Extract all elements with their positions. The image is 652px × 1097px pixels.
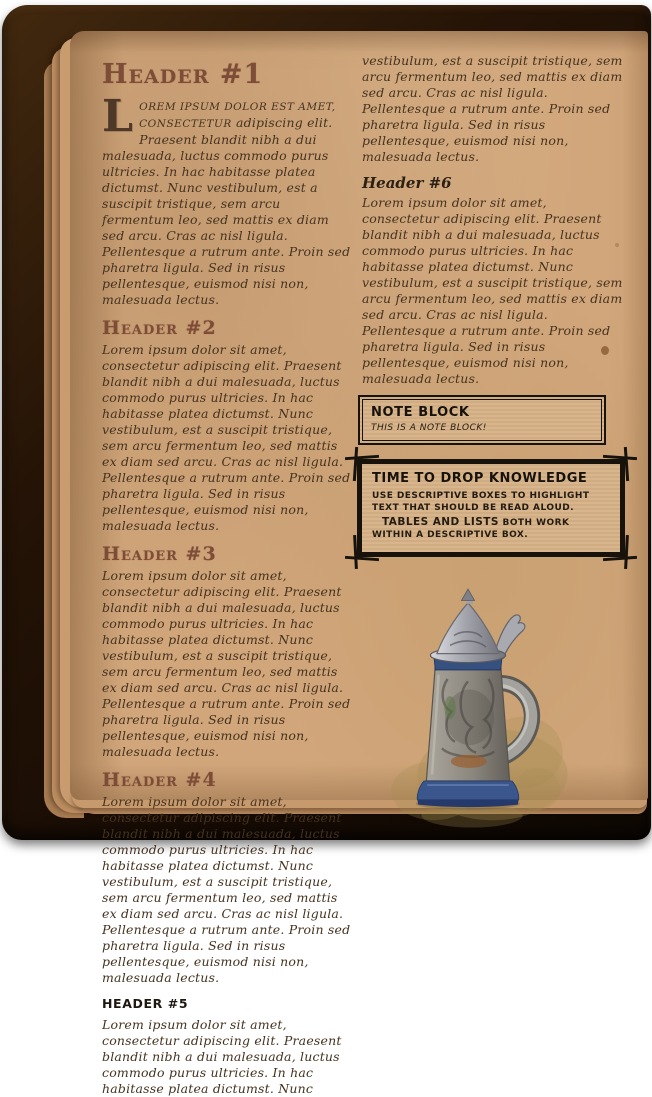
paragraph-4: Lorem ipsum dolor sit amet, consectetur adipiscing elit. Praesent blandit nibh a dui malesuada, luctus commodo purus ultricies. In hac habitasse platea dictumst. Nunc vestibulum, est a suscipit tristique, sem arcu fermentum leo, sed mattis ex diam sed arcu. Cras ac nisl ligula. Pellentesque a rutrum ante. Proin sed pharetra ligula. Sed in risus pellentesque, euismod nisi non, malesuada lectus. [102,794,351,985]
descriptive-box-line1: USE DESCRIPTIVE BOXES TO HIGHLIGHT TEXT THAT SHOULD BE READ ALOUD. [372,491,590,513]
bold-phrase: TABLES AND LISTS [382,516,499,528]
header-1: Header #1 [102,59,264,90]
beer-stein-svg [370,585,566,830]
parchment-page [70,31,648,1096]
paragraph-6: Lorem ipsum dolor sit amet, consectetur adipiscing elit. Praesent blandit nibh a dui malesuada, luctus commodo purus ultricies. In hac habitasse platea dictumst. Nunc vestibulum, est a suscipit tristique, sem arcu fermentum leo, sed mattis ex diam sed arcu. Cras ac nisl ligula. Pellentesque a rutrum ante. Proin sed pharetra ligula. Sed in risus pellentesque, euismod nisi non, malesuada lectus. [362,195,623,386]
brush-stroke-corner [624,535,629,569]
paragraph-2: Lorem ipsum dolor sit amet, consectetur adipiscing elit. Praesent blandit nibh a dui malesuada, luctus commodo purus ultricies. In hac habitasse platea dictumst. Nunc vestibulum, est a suscipit tristique, sem arcu fermentum leo, sed mattis ex diam sed arcu. Cras ac nisl ligula. Pellentesque a rutrum ante. Proin sed pharetra ligula. Sed in risus pellentesque, euismod nisi non, malesuada lectus. [102,342,351,533]
paragraph-1-text: adipiscing elit. Praesent blandit nibh a dui malesuada, luctus commodo purus ultricies. In hac habitasse platea dictumst. Nunc vestibulum, est a suscipit tristique, sem arcu fermentum leo, sed mattis ex diam sed arcu. Cras ac nisl ligula. Pellentesque a rutrum ante. Proin sed pharetra ligula. Sed in risus pellentesque, euismod nisi non, malesuada lectus. [102,115,351,307]
left-column [102,53,355,1096]
lead-line: OREM IPSUM DOLOR EST AMET, CONSECTETUR [139,101,336,130]
descriptive-box [357,459,625,557]
right-column [362,53,625,801]
note-block-body: THIS IS A NOTE BLOCK! [371,423,487,433]
drop-cap: L [102,91,134,142]
paragraph-5-continuation: vestibulum, est a suscipit tristique, sem arcu fermentum leo, sed mattis ex diam sed arcu. Cras ac nisl ligula. Pellentesque a rutrum ante. Proin sed pharetra ligula. Sed in risus pellentesque, euismod nisi non, malesuada lectus. [362,53,623,164]
brush-stroke-corner [353,535,358,569]
brush-stroke-corner [603,455,637,460]
beer-stein-illustration [370,585,566,834]
brush-stroke-corner [624,447,629,481]
note-block-title: NOTE BLOCK [371,405,470,420]
ink-speck [601,346,609,355]
header-2: Header #2 [102,317,217,339]
brush-stroke-corner [603,556,637,561]
note-block-inner-frame [362,399,602,441]
ink-speck [615,243,619,247]
note-block [358,395,606,445]
paragraph-3: Lorem ipsum dolor sit amet, consectetur adipiscing elit. Praesent blandit nibh a dui malesuada, luctus commodo purus ultricies. In hac habitasse platea dictumst. Nunc vestibulum, est a suscipit tristique, sem arcu fermentum leo, sed mattis ex diam sed arcu. Cras ac nisl ligula. Pellentesque a rutrum ante. Proin sed pharetra ligula. Sed in risus pellentesque, euismod nisi non, malesuada lectus. [102,568,351,759]
paragraph-1 [102,91,355,308]
header-6: Header #6 [362,174,452,192]
header-3: Header #3 [102,543,217,565]
header-5: HEADER #5 [102,996,189,1011]
book-cover [2,5,651,1096]
descriptive-box-line2 [372,516,610,541]
line2-rest: BOTH WORK WITHIN A DESCRIPTIVE BOX. [372,518,570,540]
paragraph-5: Lorem ipsum dolor sit amet, consectetur adipiscing elit. Praesent blandit nibh a dui malesuada, luctus commodo purus ultricies. In hac habitasse platea dictumst. Nunc [102,1017,342,1096]
descriptive-box-title: TIME TO DROP KNOWLEDGE [372,471,588,486]
header-4: Header #4 [102,769,217,791]
